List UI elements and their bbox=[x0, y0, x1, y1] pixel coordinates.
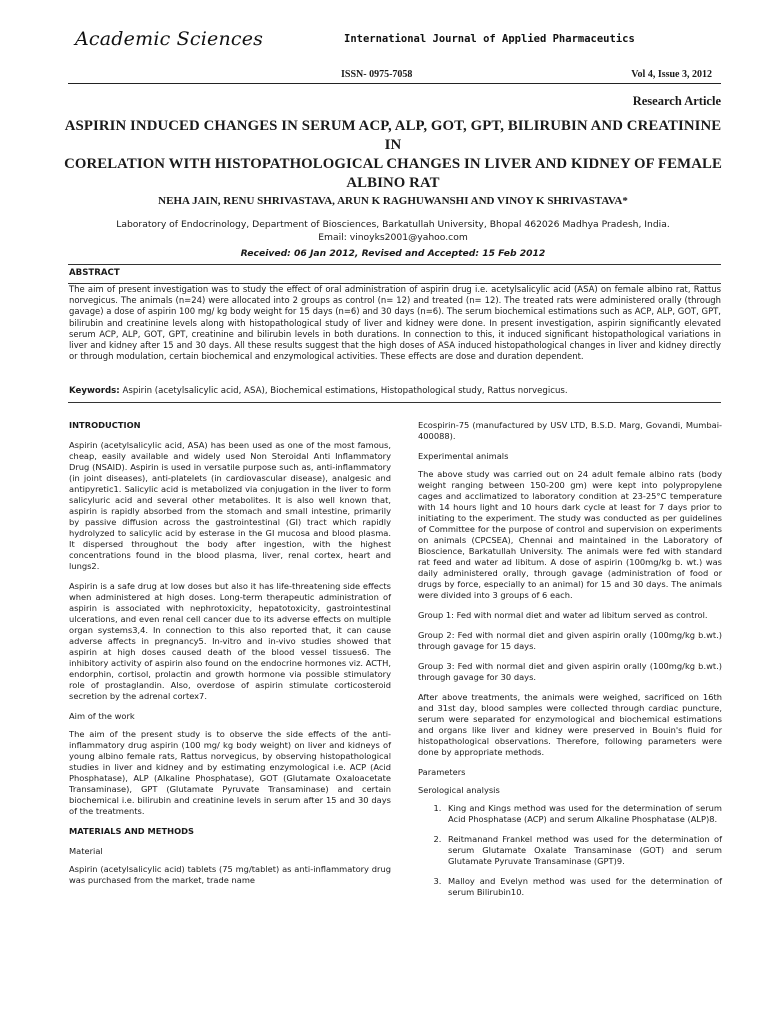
method-item: 3. Malloy and Evelyn method was used for the determination of serum Bilirubin10. bbox=[444, 876, 722, 898]
abstract-bottom-divider bbox=[68, 402, 721, 403]
methods-list bbox=[418, 803, 722, 898]
serological-heading: Serological analysis bbox=[418, 785, 500, 795]
header-divider bbox=[68, 83, 721, 84]
article-title bbox=[64, 117, 722, 193]
abstract-text: The aim of present investigation was to study the effect of oral administration of aspirin drug i.e. acetylsalicylic acid (ASA) on female albino rat, Rattus norvegicus. The animals (n=24) were allocated into 2 groups as control (n= 12) and treated (n= 12). The treated rats were administered orally (through gavage) a dose of aspirin 100 mg/ kg body weight for 15 days (n=6) and 30 days (n=6). The serum biochemical estimations such as ACP, ALP, GOT, GPT, bilirubin and creatinine levels along with histopathological study of liver and kidney were done. In present investigation, aspirin significantly elevated serum ACP, ALP, GOT, GPT, creatinine and bilirubin levels in both durations. In connection to this, it induced significant histopathological variations in liver and kidney after 15 and 30 days. All these results suggest that the high doses of ASA induced histopathological changes in liver and kidney directly or through modulation, certain biochemical and enzymological activities. These effects are dose and duration dependent. bbox=[69, 284, 721, 362]
title-line: CORELATION WITH HISTOPATHOLOGICAL CHANGES IN LIVER AND KIDNEY OF FEMALE bbox=[64, 156, 722, 172]
method-item: 1. King and Kings method was used for the determination of serum Acid Phosphatase (ACP) and serum Alkaline Phosphatase (ALP)8. bbox=[444, 803, 722, 825]
material-heading: Material bbox=[69, 846, 103, 856]
article-type: Research Article bbox=[632, 94, 721, 108]
affiliation: Laboratory of Endocrinology, Department of Biosciences, Barkatullah University, Bhopal 462026 Madhya Pradesh, India. bbox=[116, 219, 670, 230]
abstract-top-divider bbox=[68, 264, 721, 265]
issn: ISSN- 0975-7058 bbox=[341, 69, 413, 80]
affiliation-block bbox=[64, 218, 722, 244]
group-1: Group 1: Fed with normal diet and water ad libitum served as control. bbox=[418, 610, 708, 620]
intro-paragraph-1: Aspirin (acetylsalicylic acid, ASA) has been used as one of the most famous, cheap, easily available and widely used Non Steroidal Anti Inflammatory Drug (NSAID). Aspirin is used in versatile purpose such as, anti-inflammatory (in joint diseases), anti-platelets (in cardiovascular disease), analgesic and antipyretic1. Salicylic acid is metabolized via conjugation in the liver to form salicyluric acid and several other metabolites. It is also well known that, aspirin is rapidly absorbed from the stomach and small intestine, primarily by passive diffusion across the gastrointestinal (GI) tract which rapidly hydrolyzed to salicylic acid by esterase in the GI mucosa and blood plasma. It dispersed throughout the body after ingestion, with the highest concentrations found in the blood plasma, liver, renal cortex, heart and lungs2. bbox=[69, 440, 391, 571]
keywords-label: Keywords: bbox=[69, 386, 120, 396]
material-continued: Ecospirin-75 (manufactured by USV LTD, B.S.D. Marg, Govandi, Mumbai-400088). bbox=[418, 420, 722, 441]
author-list: NEHA JAIN, RENU SHRIVASTAVA, ARUN K RAGHUWANSHI AND VINOY K SHRIVASTAVA* bbox=[158, 195, 628, 207]
title-line: ASPIRIN INDUCED CHANGES IN SERUM ACP, ALP, GOT, GPT, BILIRUBIN AND CREATININE IN bbox=[64, 118, 722, 153]
group-2: Group 2: Fed with normal diet and given aspirin orally (100mg/kg b.wt.) through gavage for 15 days. bbox=[418, 630, 722, 651]
email: Email: vinoyks2001@yahoo.com bbox=[318, 232, 468, 243]
material-paragraph: Aspirin (acetylsalicylic acid) tablets (75 mg/tablet) as anti-inflammatory drug was purchased from the market, trade name bbox=[69, 864, 391, 885]
publisher-logo: Academic Sciences bbox=[75, 28, 264, 50]
group-3: Group 3: Fed with normal diet and given aspirin orally (100mg/kg b.wt.) through gavage for 30 days. bbox=[418, 661, 722, 682]
animals-paragraph: The above study was carried out on 24 adult female albino rats (body weight ranging between 150-200 gm) were kept into polypropylene cages and acclimatized to laboratory condition at 23-25°C temperature with 14 hours light and 10 hours dark cycle at least for 7 days prior to initiating to the experiment. The study was conducted as per guidelines of Committee for the purpose of control and supervision on experiments on animals (CPCSEA), Chennai and maintained in the Laboratory of Bioscience, Barkatullah University. The animals were fed with standard rat feed and water ad libitum. A dose of aspirin (100mg/kg b. wt.) was daily administered orally, through gavage (administration of food or drugs by force, especially to an animal) for 15 and 30 days. The animals were divided into 3 groups of 6 each. bbox=[418, 469, 722, 600]
introduction-heading: INTRODUCTION bbox=[69, 420, 141, 430]
methods-heading: MATERIALS AND METHODS bbox=[69, 826, 194, 836]
volume-issue: Vol 4, Issue 3, 2012 bbox=[631, 69, 712, 80]
keywords bbox=[69, 386, 721, 396]
aim-paragraph: The aim of the present study is to observe the side effects of the anti-inflammatory drug aspirin (100 mg/ kg body weight) on liver and kidneys of young albino female rats, Rattus norvegicus, by observing histopathological studies in liver and kidney and by estimating enzymological i.e. ACP (Acid Phosphatase), ALP (Alkaline Phosphatase), GOT (Glutamate Oxaloacetate Transaminase), GPT (Glutamate Pyruvate Transaminase) and certain biochemical i.e. bilirubin and creatinine levels in serum after 15 and 30 days of the treatments. bbox=[69, 729, 391, 816]
aim-heading: Aim of the work bbox=[69, 711, 135, 721]
intro-paragraph-2: Aspirin is a safe drug at low doses but also it has life-threatening side effects when administered at high doses. Long-term therapeutic administration of aspirin is associated with nephrotoxicity, hepatotoxicity, gastrointestinal ulcerations, and even renal cell cancer due to its adverse effects on multiple organ systems3,4. In connection to this also reported that, it can cause adverse affects in pregnancy5. In-vitro and in-vivo studies showed that aspirin at high doses caused death of the blood vessel tissues6. The inhibitory activity of aspirin also found on the endocrine hormones viz. ACTH, endorphin, cortisol, prolactin and growth hormone via possible stimulatory role of prostaglandin. Also, overdose of aspirin stimulate corticosteroid secretion by the adrenal cortex7. bbox=[69, 581, 391, 701]
received-dates: Received: 06 Jan 2012, Revised and Accepted: 15 Feb 2012 bbox=[240, 248, 546, 259]
abstract-heading: ABSTRACT bbox=[69, 268, 120, 278]
method-item: 2. Reitmanand Frankel method was used for the determination of serum Glutamate Oxalate Transaminase (GOT) and serum Glutamate Pyruvate Transaminase (GPT)9. bbox=[444, 834, 722, 867]
right-column bbox=[418, 420, 722, 907]
animals-heading: Experimental animals bbox=[418, 451, 509, 461]
left-column bbox=[69, 420, 391, 895]
parameters-heading: Parameters bbox=[418, 767, 466, 777]
after-treatment-paragraph: After above treatments, the animals were weighed, sacrificed on 16th and 31st day, blood samples were collected through cardiac puncture, serum were separated for enzymological and biochemical estimations and organs like liver and kidney were preserved in Bouin's fluid for histopathological observations. Therefore, following parameters were done by appropriate methods. bbox=[418, 692, 722, 757]
keywords-list: Aspirin (acetylsalicylic acid, ASA), Biochemical estimations, Histopathological study, Rattus norvegicus. bbox=[122, 386, 568, 396]
title-line: ALBINO RAT bbox=[346, 175, 440, 191]
journal-name: International Journal of Applied Pharmaceutics bbox=[344, 33, 635, 45]
